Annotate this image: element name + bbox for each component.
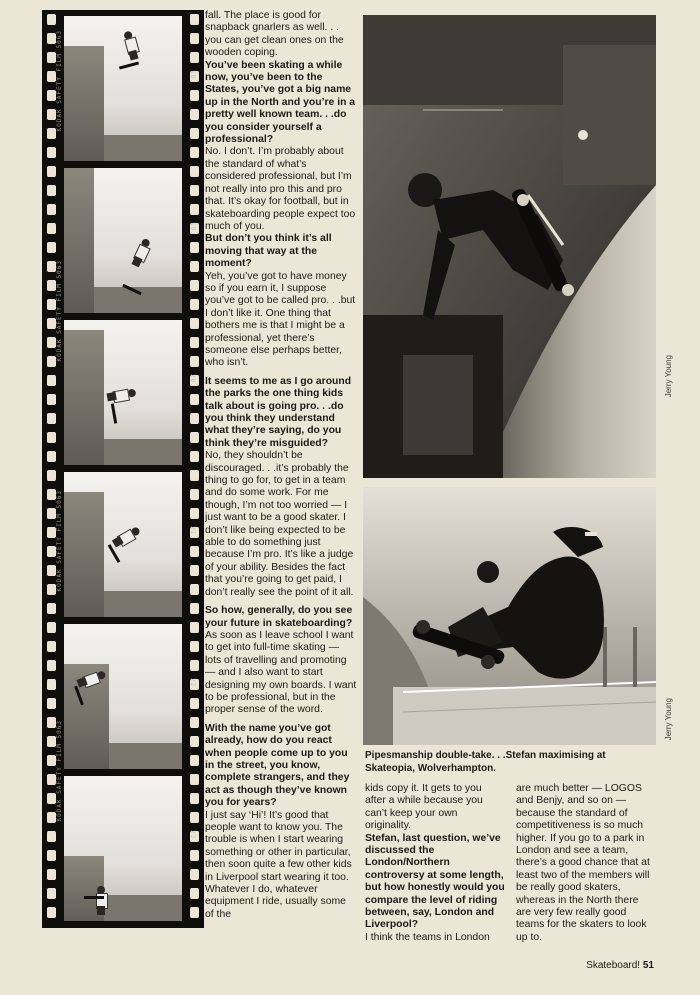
sprocket-hole (47, 128, 56, 139)
sprocket-hole (47, 375, 56, 386)
sprocket-hole (47, 698, 56, 709)
sprocket-hole (190, 166, 199, 177)
sprocket-hole (190, 394, 199, 405)
sprocket-hole (47, 622, 56, 633)
interview-column-bottom-right (516, 783, 656, 944)
photo-skater-bottom (363, 487, 656, 745)
film-edge-text: KODAK SAFETY FILM 5063 (56, 490, 63, 592)
film-frame-number: 20 (189, 374, 196, 384)
interview-answer: No, they shouldn’t be discouraged. . .it’s probably the thing to go for, to get in a team and do some work. For me though, I’m not too worried — I just want to be a good skater. I don’t like being expected to be able to do something just because I’m pro. It’s like a judge of your ability. Besides the fact that you’re going to get paid, I don’t really see the point of it all. (205, 450, 354, 598)
sprocket-hole (190, 413, 199, 424)
interview-answer: I think the teams in London (365, 931, 490, 943)
interview-question: So how, generally, do you see your future in skateboarding? (205, 605, 353, 629)
sprocket-hole (47, 318, 56, 329)
interview-answer: I just say ‘Hi’! It’s good that people want to know you. The trouble is when I start wearing something or other in particular, then soon quite a few other kids in Liverpool start wearing it too. Whatever I do, whatever equipment I ride, usually some of the (205, 809, 352, 920)
sprocket-hole (190, 242, 199, 253)
sprocket-hole (190, 622, 199, 633)
sprocket-hole (47, 755, 56, 766)
sprocket-hole (47, 603, 56, 614)
sprocket-hole (190, 736, 199, 747)
sprocket-hole (47, 432, 56, 443)
sprocket-hole (190, 907, 199, 918)
photo-top-illustration (363, 15, 656, 478)
sprocket-hole (47, 793, 56, 804)
sprocket-hole (190, 793, 199, 804)
sprocket-hole (47, 223, 56, 234)
film-frame-number: 19 (189, 222, 196, 232)
sprocket-hole (47, 641, 56, 652)
sprocket-hole (190, 204, 199, 215)
sprocket-hole (47, 71, 56, 82)
sprocket-hole (190, 356, 199, 367)
sprocket-hole (47, 261, 56, 272)
sprocket-hole (47, 679, 56, 690)
sprocket-hole (47, 508, 56, 519)
photo-caption: Pipesmanship double-take. . .Stefan maximising at Skateopia, Wolverhampton. (365, 750, 606, 774)
sprocket-hole (47, 888, 56, 899)
sprocket-hole (190, 90, 199, 101)
page-folio (586, 960, 654, 971)
sprocket-hole (190, 812, 199, 823)
sprocket-hole (47, 33, 56, 44)
sprocket-hole (47, 356, 56, 367)
photo-credit-bottom: Jerry Young (664, 698, 673, 741)
interview-answer: kids copy it. It gets to you after a while because you can’t keep your own originality. (365, 783, 483, 832)
sprocket-hole (47, 280, 56, 291)
sprocket-holes-right (190, 10, 199, 928)
sprocket-hole (47, 413, 56, 424)
sprocket-hole (47, 907, 56, 918)
magazine-name: Skateboard! (586, 960, 641, 971)
film-frame-skater (64, 16, 182, 161)
sprocket-hole (190, 280, 199, 291)
film-frame-number: 23 (189, 830, 196, 840)
sprocket-hole (190, 869, 199, 880)
sprocket-hole (190, 698, 199, 709)
sprocket-hole (190, 774, 199, 785)
sprocket-hole (190, 33, 199, 44)
sprocket-hole (47, 660, 56, 671)
film-frame-number: 21 (189, 526, 196, 536)
interview-question: But don’t you think it’s all moving that way at the moment? (205, 233, 332, 270)
sprocket-hole (190, 641, 199, 652)
sprocket-hole (190, 660, 199, 671)
sprocket-hole (190, 299, 199, 310)
sprocket-hole (190, 109, 199, 120)
sprocket-hole (190, 717, 199, 728)
interview-column-bottom-left (365, 783, 505, 944)
sprocket-hole (47, 14, 56, 25)
sprocket-holes-left (47, 10, 56, 928)
sprocket-hole (190, 147, 199, 158)
sprocket-hole (47, 451, 56, 462)
sprocket-hole (190, 14, 199, 25)
film-frame-skater (64, 472, 182, 617)
sprocket-hole (47, 831, 56, 842)
page-number: 51 (642, 960, 654, 971)
sprocket-hole (190, 850, 199, 861)
sprocket-hole (190, 337, 199, 348)
sprocket-hole (190, 584, 199, 595)
film-edge-text: KODAK SAFETY FILM 5063 (56, 30, 63, 132)
sprocket-hole (47, 299, 56, 310)
sprocket-hole (47, 147, 56, 158)
sprocket-hole (47, 869, 56, 880)
sprocket-hole (190, 603, 199, 614)
film-frame-number: 18 (189, 70, 196, 80)
sprocket-hole (47, 584, 56, 595)
sprocket-hole (47, 204, 56, 215)
sprocket-hole (47, 736, 56, 747)
film-frame-number: 22 (189, 678, 196, 688)
film-frame-skater (64, 320, 182, 465)
sprocket-hole (47, 109, 56, 120)
film-frame-skater (64, 168, 182, 313)
film-edge-text: KODAK SAFETY FILM 5063 (56, 260, 63, 362)
film-strip (42, 10, 204, 928)
interview-column-middle (205, 10, 357, 921)
sprocket-hole (190, 888, 199, 899)
sprocket-hole (190, 508, 199, 519)
sprocket-hole (190, 546, 199, 557)
interview-question: It seems to me as I go around the parks the one thing kids talk about is going pro. . .do you think they understand what they’re saying, do you think they’re misguided? (205, 375, 352, 449)
sprocket-hole (47, 850, 56, 861)
sprocket-hole (47, 774, 56, 785)
sprocket-hole (47, 470, 56, 481)
sprocket-hole (190, 52, 199, 63)
sprocket-hole (47, 717, 56, 728)
sprocket-hole (47, 527, 56, 538)
sprocket-hole (47, 337, 56, 348)
interview-question: With the name you’ve got already, how do you react when people come up to you in the street, you know, complete strangers, and they act as though they’ve known you for years? (205, 722, 350, 809)
sprocket-hole (47, 185, 56, 196)
sprocket-hole (190, 185, 199, 196)
sprocket-hole (190, 128, 199, 139)
sprocket-hole (190, 489, 199, 500)
interview-question: You’ve been skating a while now, you’ve been to the States, you’ve got a big name up in the North and you’re in a pretty well known team. . .do you consider yourself a professional? (205, 59, 356, 146)
sprocket-hole (47, 546, 56, 557)
sprocket-hole (190, 565, 199, 576)
sprocket-hole (190, 755, 199, 766)
sprocket-hole (190, 318, 199, 329)
interview-answer: No. I don’t. I’m probably about the standard of what’s considered professional, but I’m not really into pro this and pro that. It’s okay for football, but in skateboarding people expect too much of you. (205, 146, 356, 232)
photo-credit-top: Jerry Young (664, 355, 673, 398)
sprocket-hole (190, 261, 199, 272)
sprocket-hole (190, 451, 199, 462)
interview-answer: As soon as I leave school I want to get into full-time skating — lots of travelling and promoting — and I also want to start designing my own boards. I want to be professional, but in the proper sense of the word. (205, 629, 357, 716)
sprocket-hole (47, 90, 56, 101)
film-frame-skater (64, 776, 182, 921)
photo-skater-top (363, 15, 656, 478)
interview-answer: fall. The place is good for snapback gnarlers as well. . . you can get clean ones on the wooden coping. (205, 10, 344, 59)
sprocket-hole (47, 52, 56, 63)
sprocket-hole (47, 166, 56, 177)
sprocket-hole (47, 565, 56, 576)
sprocket-hole (47, 812, 56, 823)
film-frame-skater (64, 624, 182, 769)
photo-bottom-illustration (363, 487, 656, 745)
sprocket-hole (47, 489, 56, 500)
sprocket-hole (47, 242, 56, 253)
interview-question: Stefan, last question, we’ve discussed the London/Northern controversy at some length, but how honestly would you compare the level of riding between, say, London and Liverpool? (365, 832, 505, 931)
film-edge-text: KODAK SAFETY FILM 5063 (56, 720, 63, 822)
interview-answer: Yeh, you’ve got to have money so if you earn it, I suppose you’ve got to be called pro. . .but I don’t like it. One thing that bothers me is that I might be a professional, yet there’s someone else perhaps better, who isn’t. (205, 270, 356, 369)
sprocket-hole (47, 394, 56, 405)
interview-answer: are much better — LOGOS and Benjy, and so on — because the standard of competitiveness is so much higher. If you go to a park in London and see a team, there’s a good chance that at least two of the members will be really good skaters, whereas in the North there are very few really good teams for the skaters to look up to. (516, 783, 650, 943)
sprocket-hole (190, 470, 199, 481)
sprocket-hole (190, 432, 199, 443)
